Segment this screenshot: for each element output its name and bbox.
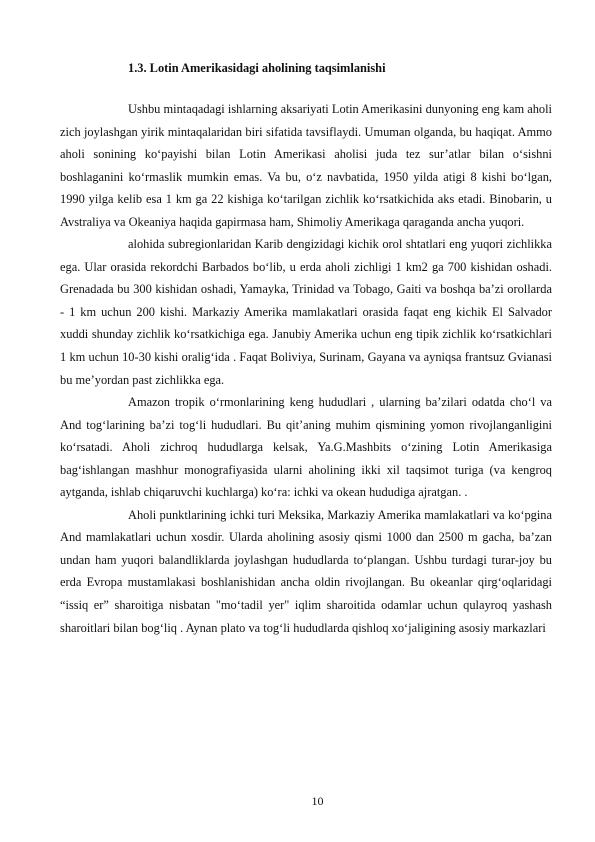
paragraph-3: Amazon tropik o‘rmonlarining keng hududlari , ularning ba’zilari odatda cho‘l va And tog‘larining ba’zi tog‘li hududlari. Bu qit’aning muhim qismining yomon rivojlanganligini ko‘rsatadi. Aholi zichroq hududlarga kelsak, Ya.G.Mashbits o‘zining Lotin Amerikasiga bag‘ishlangan mashhur monografiyasida ularni aholining ikki xil taqsimot turiga (va kengroq aytganda, ishlab chiqaruvchi kuchlarga) ko‘ra: ichki va okean hududiga ajratgan. . — [60, 395, 552, 500]
paragraph-1: Ushbu mintaqadagi ishlarning aksariyati Lotin Amerikasini dunyoning eng kam aholi zich joylashgan yirik mintaqalaridan biri sifatida tavsiflaydi. Umuman olganda, bu haqiqat. Ammo aholi sonining ko‘payishi bilan Lotin Amerikasi aholisi juda tez sur’atlar bilan o‘sishni boshlaganini ko‘rmaslik mumkin emas. Va bu, o‘z navbatida, 1950 yilda atigi 8 kishi bo‘lgan, 1990 yilga kelib esa 1 km ga 22 kishiga ko‘tarilgan zichlik ko‘rsatkichida aks etadi. Binobarin, u Avstraliya va Okeaniya haqida gapirmasa ham, Shimoliy Amerikaga qaraganda ancha yuqori. — [60, 102, 552, 229]
section-heading: 1.3. Lotin Amerikasidagi aholining taqsimlanishi — [128, 61, 386, 75]
paragraph-2: alohida subregionlaridan Karib dengizidagi kichik orol shtatlari eng yuqori zichlikka ega. Ular orasida rekordchi Barbados bo‘lib, u erda aholi zichligi 1 km2 ga 700 kishidan oshadi. Grenadada bu 300 kishidan oshadi, Yamayka, Trinidad va Tobago, Gaiti va boshqa ba’zi orollarda - 1 km uchun 200 kishi. Markaziy Amerika mamlakatlari orasida faqat eng kichik El Salvador xuddi shunday zichlik ko‘rsatkichiga ega. Janubiy Amerika uchun eng tipik zichlik ko‘rsatkichlari 1 km uchun 10-30 kishi oralig‘ida . Faqat Boliviya, Surinam, Gayana va ayniqsa frantsuz Gvianasi bu me’yordan past zichlikka ega. — [60, 237, 552, 387]
body-text — [60, 98, 552, 639]
page-number: 10 — [311, 794, 324, 808]
paragraph-4: Aholi punktlarining ichki turi Meksika, Markaziy Amerika mamlakatlari va ko‘pgina And mamlakatlari uchun xosdir. Ularda aholining asosiy qismi 1000 dan 2500 m gacha, ba’zan undan ham yuqori balandliklarda joylashgan hududlarda to‘plangan. Ushbu turdagi turar-joy bu erda Evropa mustamlakasi boshlanishidan ancha oldin rivojlangan. Bu okeanlar qirg‘oqlaridagi “issiq er” sharoitiga nisbatan "mo‘tadil yer" iqlim sharoitida odamlar uchun qulayroq yashash sharoitlari bilan bog‘liq . Aynan plato va tog‘li hududlarda qishloq xo‘jaligining asosiy markazlari — [60, 507, 552, 635]
